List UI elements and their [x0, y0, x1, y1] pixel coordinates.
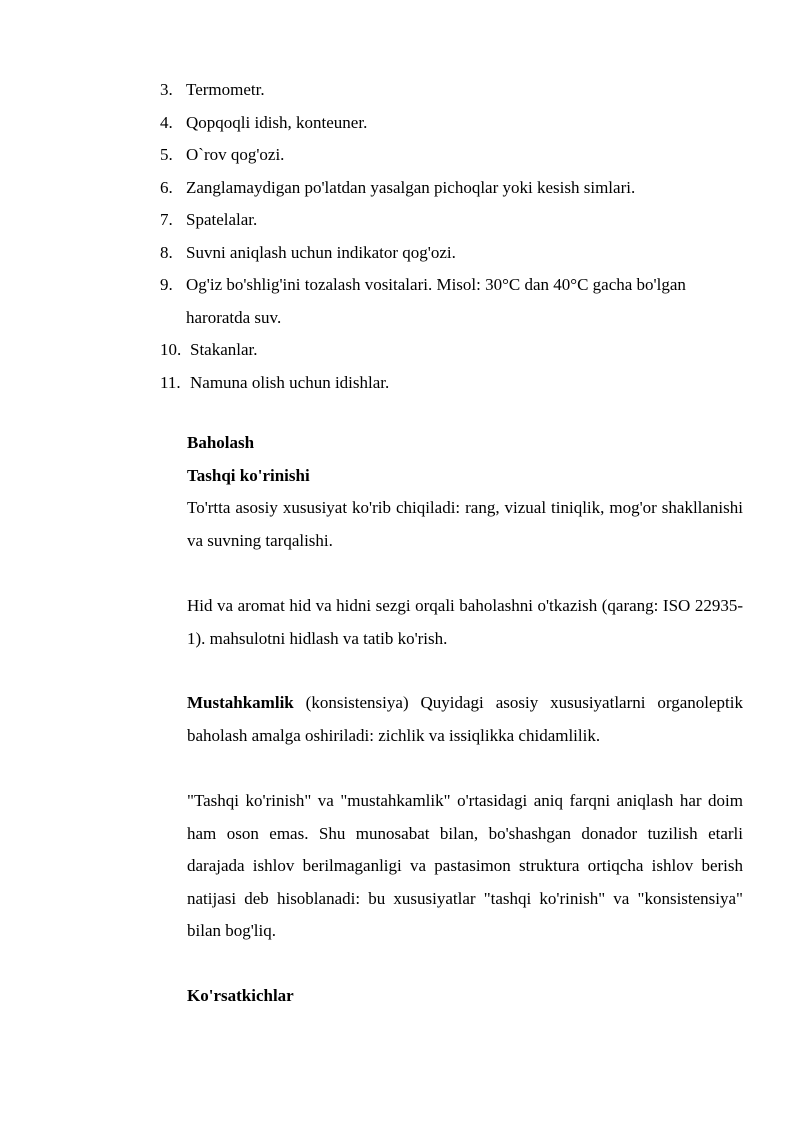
- list-text: Stakanlar.: [190, 340, 258, 359]
- list-number: 7.: [160, 210, 173, 229]
- list-number: 11.: [160, 372, 181, 392]
- heading-tashqi: Tashqi ko'rinishi: [187, 466, 310, 485]
- mustahkamlik-bold: Mustahkamlik: [187, 693, 294, 712]
- list-item: [160, 367, 745, 400]
- list-number: 5.: [160, 145, 173, 164]
- list-number: 6.: [160, 177, 173, 197]
- list-item: [160, 334, 745, 367]
- paragraph-hid: Hid va aromat hid va hidni sezgi orqali baholashni o'tkazish (qarang: ISO 22935-1). mahsulotni hidlash va tatib ko'rish.: [187, 596, 743, 648]
- list-item: [160, 74, 745, 107]
- list-item: [160, 237, 745, 270]
- list-text: Spatelalar.: [186, 210, 258, 229]
- list-text: Suvni aniqlash uchun indikator qog'ozi.: [186, 242, 456, 262]
- paragraph-mustahkamlik: [187, 687, 743, 752]
- paragraph-farq: "Tashqi ko'rinish" va "mustahkamlik" o'rtasidagi aniq farqni aniqlash har doim ham oson emas. Shu munosabat bilan, bo'shashgan donador tuzilish etarli darajada ishlov berilmaganligi va pastasimon struktura ortiqcha ishlov berish natijasi deb hisoblanadi: bu xususiyatlar "tashqi ko'rinish" va "konsistensiya" bilan bog'liq.: [187, 791, 743, 940]
- list-number: 10.: [160, 340, 182, 359]
- list-text: Qopqoqli idish, konteuner.: [186, 112, 368, 132]
- list-text: O`rov qog'ozi.: [186, 145, 285, 164]
- heading-baholash: Baholash: [187, 433, 255, 452]
- list-item: [160, 107, 745, 140]
- list-text: Zanglamaydigan po'latdan yasalgan pichoqlar yoki kesish simlari.: [186, 177, 636, 197]
- list-item: [160, 204, 745, 237]
- paragraph-tashqi: To'rtta asosiy xususiyat ko'rib chiqiladi: rang, vizual tiniqlik, mog'or shakllanishi va suvning tarqalishi.: [187, 498, 743, 550]
- list-text: Og'iz bo'shlig'ini tozalash vositalari. Misol: 30°C dan 40°C gacha bo'lgan haroratda suv.: [186, 275, 686, 327]
- list-item: [160, 139, 745, 172]
- list-text: Namuna olish uchun idishlar.: [190, 372, 390, 392]
- list-number: 3.: [160, 80, 173, 99]
- mustahkamlik-rest: (konsistensiya) Quyidagi asosiy xususiyatlarni organoleptik baholash amalga oshiriladi: zichlik va issiqlikka chidamlilik.: [187, 693, 743, 745]
- equipment-list: [160, 74, 745, 399]
- list-number: 8.: [160, 242, 173, 262]
- list-number: 9.: [160, 275, 173, 294]
- list-item: [160, 269, 745, 334]
- list-number: 4.: [160, 112, 173, 132]
- list-item: [160, 172, 745, 205]
- heading-korsatkichlar: Ko'rsatkichlar: [187, 986, 294, 1005]
- list-text: Termometr.: [186, 80, 265, 99]
